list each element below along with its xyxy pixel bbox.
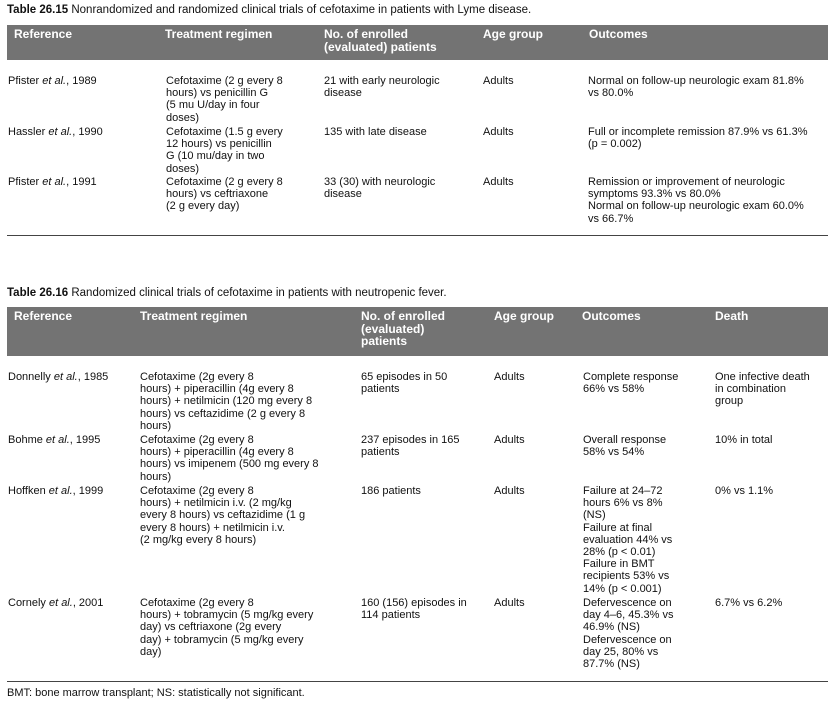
table1-row1-reference: Pfister et al., 1989 <box>8 75 97 87</box>
table1-row1-age: Adults <box>483 75 514 87</box>
table2-row1-outcomes: Complete response 66% vs 58% <box>583 371 679 396</box>
table2-row2-enrolled: 237 episodes in 165 patients <box>361 434 460 459</box>
table2-row1-regimen: Cefotaxime (2g every 8 hours) + piperacillin (4g every 8 hours) + netilmicin (120 mg every 8 hours) vs ceftazidime (2 g every 8 hours) <box>140 371 313 432</box>
table2-header-death: Death <box>715 309 749 323</box>
table2-row2-outcomes: Overall response 58% vs 54% <box>583 434 667 459</box>
table2-row3-reference: Hoffken et al., 1999 <box>8 485 104 497</box>
table2-bottom-rule <box>7 681 828 682</box>
table2-row4-age: Adults <box>494 597 525 609</box>
table2-caption <box>7 287 447 299</box>
table2-header-outcomes: Outcomes <box>582 309 641 323</box>
table1-header-age: Age group <box>483 27 543 41</box>
table2-row2-age: Adults <box>494 434 525 446</box>
table2-row2-death: 10% in total <box>715 434 773 446</box>
table2-row3-outcomes: Failure at 24–72 hours 6% vs 8% (NS) Failure at final evaluation 44% vs 28% (p < 0.01) Failure in BMT recipients 53% vs 14% (p < 0.001) <box>583 485 673 595</box>
table2-row1-death: One infective death in combination group <box>715 371 810 408</box>
table2-caption-number: Table 26.16 <box>7 287 69 299</box>
table2-header-enrolled: No. of enrolled (evaluated) patients <box>361 309 445 348</box>
table2-row2-reference: Bohme et al., 1995 <box>8 434 101 446</box>
table1-header-reference: Reference <box>14 27 73 41</box>
table1-row1-enrolled: 21 with early neurologic disease <box>324 75 440 100</box>
table1-caption <box>7 4 531 16</box>
table1-caption-text: Nonrandomized and randomized clinical trials of cefotaxime in patients with Lyme disease. <box>68 4 532 16</box>
table1-header-regimen: Treatment regimen <box>165 27 273 41</box>
table2-row3-death: 0% vs 1.1% <box>715 485 774 497</box>
table1-row1-regimen: Cefotaxime (2 g every 8 hours) vs penicillin G (5 mu U/day in four doses) <box>166 75 283 124</box>
table1-row3-age: Adults <box>483 176 514 188</box>
table1-bottom-rule <box>7 235 828 236</box>
table1-row3-outcomes: Remission or improvement of neurologic symptoms 93.3% vs 80.0% Normal on follow-up neurologic exam 60.0% vs 66.7% <box>588 176 804 225</box>
table1-header <box>7 25 828 60</box>
table2-footnote: BMT: bone marrow transplant; NS: statistically not significant. <box>7 687 305 699</box>
table1-row3-regimen: Cefotaxime (2 g every 8 hours) vs ceftriaxone (2 g every day) <box>166 176 283 213</box>
table2-row4-outcomes: Defervescence on day 4–6, 45.3% vs 46.9% (NS) Defervescence on day 25, 80% vs 87.7% (NS) <box>583 597 674 671</box>
table2-row4-regimen: Cefotaxime (2g every 8 hours) + tobramycin (5 mg/kg every day) vs ceftriaxone (2g every day) + tobramycin (5 mg/kg every day) <box>140 597 314 658</box>
table2-row2-regimen: Cefotaxime (2g every 8 hours) + piperacillin (4g every 8 hours) vs imipenem (500 mg every 8 hours) <box>140 434 319 483</box>
table2-header-regimen: Treatment regimen <box>140 309 248 323</box>
table2-row4-enrolled: 160 (156) episodes in 114 patients <box>361 597 467 622</box>
table1-caption-number: Table 26.15 <box>7 4 69 16</box>
table2-row3-regimen: Cefotaxime (2g every 8 hours) + netilmicin i.v. (2 mg/kg every 8 hours) vs ceftazidime (1 g every 8 hours) + netilmicin i.v. (2 mg/kg every 8 hours) <box>140 485 306 546</box>
table2-row4-death: 6.7% vs 6.2% <box>715 597 783 609</box>
table1-row1-outcomes: Normal on follow-up neurologic exam 81.8% vs 80.0% <box>588 75 804 100</box>
table2-row3-enrolled: 186 patients <box>361 485 421 497</box>
table1-row3-reference: Pfister et al., 1991 <box>8 176 97 188</box>
table2-row1-enrolled: 65 episodes in 50 patients <box>361 371 448 396</box>
table2-header-age: Age group <box>494 309 554 323</box>
table1-row2-reference: Hassler et al., 1990 <box>8 126 103 138</box>
table2-header <box>7 307 828 356</box>
table2-row3-age: Adults <box>494 485 525 497</box>
table2-row1-age: Adults <box>494 371 525 383</box>
table1-header-enrolled: No. of enrolled (evaluated) patients <box>324 27 437 54</box>
table2-row4-reference: Cornely et al., 2001 <box>8 597 104 609</box>
table2-caption-text: Randomized clinical trials of cefotaxime in patients with neutropenic fever. <box>68 287 447 299</box>
table1-row2-enrolled: 135 with late disease <box>324 126 427 138</box>
table1-header-outcomes: Outcomes <box>589 27 648 41</box>
table1-row2-regimen: Cefotaxime (1.5 g every 12 hours) vs penicillin G (10 mu/day in two doses) <box>166 126 283 175</box>
table1-row3-enrolled: 33 (30) with neurologic disease <box>324 176 436 201</box>
table1-row2-outcomes: Full or incomplete remission 87.9% vs 61.3% (p = 0.002) <box>588 126 808 151</box>
table2-row1-reference: Donnelly et al., 1985 <box>8 371 109 383</box>
table1-row2-age: Adults <box>483 126 514 138</box>
table2-header-reference: Reference <box>14 309 73 323</box>
